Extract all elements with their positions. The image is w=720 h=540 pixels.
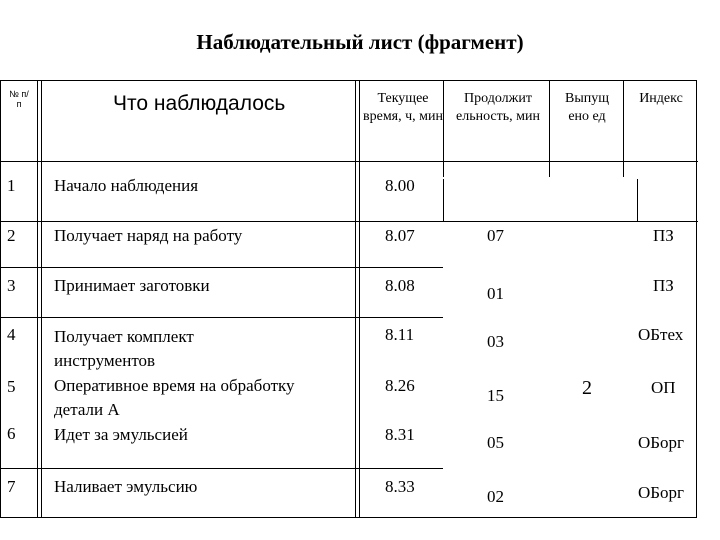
- row-2-time: 8.07: [385, 226, 415, 245]
- row-3-num: 3: [7, 276, 16, 295]
- header-divider: [1, 161, 698, 162]
- row-1-time: 8.00: [385, 176, 415, 195]
- row-3-index: ПЗ: [653, 276, 674, 295]
- row-2-index: ПЗ: [653, 226, 674, 245]
- row-5-time: 8.26: [385, 376, 415, 395]
- row-7-time: 8.33: [385, 477, 415, 496]
- header-output: Выпущ ено ед: [564, 91, 610, 124]
- row-2-num: 2: [7, 226, 16, 245]
- row-4-time: 8.11: [385, 325, 415, 344]
- header-time: Текущее время, ч, мин: [363, 91, 444, 124]
- row-6-num: 6: [7, 424, 16, 443]
- column-divider: [549, 81, 550, 177]
- row-5-duration: 15: [487, 386, 504, 405]
- row-4-num: 4: [7, 325, 16, 344]
- page-title: Наблюдательный лист (фрагмент): [196, 30, 524, 54]
- row-7-duration: 02: [487, 487, 504, 506]
- column-divider: [37, 81, 42, 517]
- row-divider: [1, 468, 443, 469]
- row-2-duration: 07: [487, 226, 504, 245]
- header-duration: Продолжит ельность, мин: [456, 91, 540, 124]
- row-7-what: Наливает эмульсию: [54, 477, 198, 496]
- column-divider: [623, 81, 624, 177]
- row-5-what-line1: Оперативное время на обработку: [54, 376, 295, 395]
- row-2-what: Получает наряд на работу: [54, 226, 243, 245]
- column-divider: [443, 81, 444, 177]
- header-index: Индекс: [639, 91, 683, 106]
- row-6-index: ОБорг: [638, 433, 685, 452]
- row-7-num: 7: [7, 477, 16, 496]
- row-5-num: 5: [7, 377, 16, 396]
- row-3-duration: 01: [487, 284, 504, 303]
- column-divider: [355, 81, 360, 517]
- row-6-time: 8.31: [385, 425, 415, 444]
- header-what: Что наблюдалось: [113, 92, 286, 115]
- column-divider: [443, 179, 444, 221]
- row-4-what-line1: Получает комплект: [54, 327, 194, 346]
- row-6-what: Идет за эмульсией: [54, 425, 188, 444]
- row-5-what-line2: детали А: [54, 400, 120, 419]
- row-divider: [1, 317, 443, 318]
- row-3-time: 8.08: [385, 276, 415, 295]
- row-4-what-line2: инструментов: [54, 351, 156, 370]
- row-5-output: 2: [582, 377, 592, 399]
- observation-table: [0, 80, 697, 518]
- column-divider: [637, 179, 638, 221]
- row-5-index: ОП: [651, 378, 676, 397]
- row-3-what: Принимает заготовки: [54, 276, 210, 295]
- row-4-index: ОБтех: [638, 325, 684, 344]
- row-6-duration: 05: [487, 433, 504, 452]
- row-1-num: 1: [7, 176, 16, 195]
- row-7-index: ОБорг: [638, 483, 685, 502]
- row-4-duration: 03: [487, 332, 504, 351]
- row-divider: [1, 221, 698, 222]
- row-1-what: Начало наблюдения: [54, 176, 199, 195]
- header-num: № п/п: [9, 89, 29, 109]
- row-divider: [1, 267, 443, 268]
